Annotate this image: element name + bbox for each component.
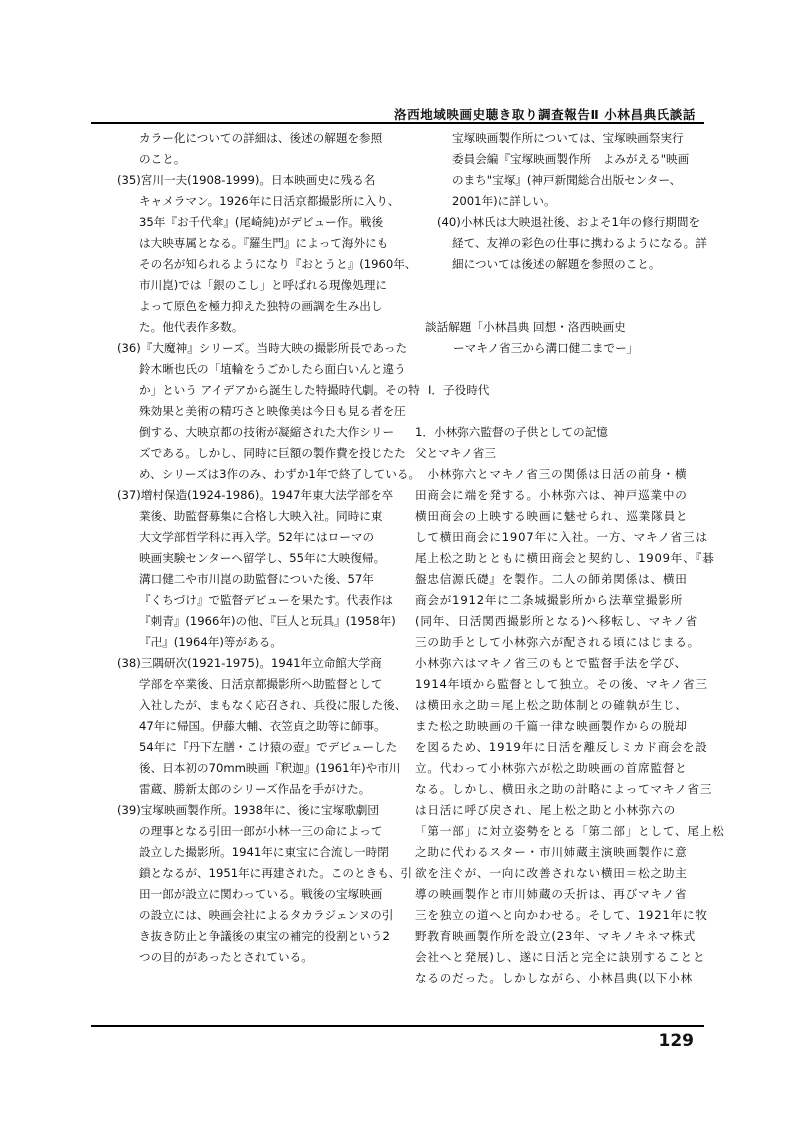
note-line: 田一郎が設立に関わっている。戦後の宝塚映画 <box>139 887 383 901</box>
note-line: 学部を卒業後、日活京都撮影所へ助監督として <box>139 677 383 691</box>
body-line: 商会が1912年に二条城撮影所から法華堂撮影所 <box>415 593 684 607</box>
note-line: 『くちづけ』で監督デビューを果たす。代表作は <box>139 593 394 607</box>
note-35: (35)宮川一夫(1908-1999)。日本映画史に残る名 <box>117 173 376 187</box>
body-line: また松之助映画の千篇一律な映画製作からの脱却 <box>415 719 688 733</box>
note-line: 映画実験センターへ留学し、55年に大映復帰。 <box>139 551 386 565</box>
body-line: を図るため、1919年に日活を離反しミカド商会を設 <box>415 740 708 754</box>
note-line: 殊効果と美術の精巧さと映像美は今日も見る者を圧 <box>139 404 406 418</box>
spacer <box>415 275 705 296</box>
note-line: のまち"宝塚』(神戸新聞総合出版センター、 <box>452 173 682 187</box>
body-line: 小林弥六とマキノ省三の関係は日活の前身・横 <box>415 467 688 481</box>
spacer <box>415 359 705 380</box>
note-line: カラー化についての詳細は、後述の解題を参照 <box>139 131 383 145</box>
body-line: 尾上松之助とともに横田商会と契約し、1909年、『碁 <box>415 551 715 565</box>
spacer <box>415 401 705 422</box>
note-38: (38)三隅研次(1921-1975)。1941年立命館大学商 <box>117 656 382 670</box>
section-subtitle: ーマキノ省三から溝口健二までー」 <box>453 341 639 355</box>
body-line: 欲を注ぐが、一向に改善されない横田＝松之助主 <box>415 866 688 880</box>
body-line: 横田商会の上映する映画に魅せられ、巡業隊員と <box>415 509 689 523</box>
body-line: 導の映画製作と市川姉蔵の夭折は、再びマキノ省 <box>415 887 688 901</box>
note-line: 市川崑)では「銀のこし」と呼ばれる現像処理に <box>139 278 387 292</box>
note-39: (39)宝塚映画製作所。1938年に、後に宝塚歌劇団 <box>117 803 379 817</box>
note-line: 後、日本初の70mm映画『釈迦』(1961年)や市川 <box>139 761 401 775</box>
note-36: (36)『大魔神』シリーズ。当時大映の撮影所長であった <box>117 341 408 355</box>
note-line: の設立には、映画会社によるタカラジェンヌの引 <box>139 908 394 922</box>
note-line: 2001年)に詳しい。 <box>452 194 556 208</box>
note-line: た。他代表作多数。 <box>139 320 244 334</box>
note-line: つの目的があったとされている。 <box>139 950 313 964</box>
subsection-heading: 1．小林弥六監督の子供としての記憶 <box>415 425 608 439</box>
note-line: 鎖となるが、1951年に再建された。このときも、引 <box>139 866 412 880</box>
part-heading: Ⅰ．子役時代 <box>428 383 490 397</box>
note-line: か」という アイデアから誕生した特撮時代劇。その特 <box>139 383 420 397</box>
note-line: 大文学部哲学科に再入学。52年にはローマの <box>139 530 375 544</box>
header-rule <box>91 122 704 124</box>
body-line: は横田永之助＝尾上松之助体制との確執が生じ、 <box>415 698 688 712</box>
body-line: 1914年頃から監督として独立。その後、マキノ省三 <box>415 677 708 691</box>
note-line: 細については後述の解題を参照のこと。 <box>452 257 661 271</box>
note-line: 入社したが、まもなく応召され、兵役に服した後、 <box>139 698 407 712</box>
right-column <box>415 128 725 989</box>
body-paragraph <box>415 464 725 989</box>
note-line: 47年に帰国。伊藤大輔、衣笠貞之助等に師事。 <box>139 719 386 733</box>
note-line: は大映専属となる。『羅生門』によって海外にも <box>139 236 389 250</box>
note-line: 54年に『丹下左膳・こけ猿の壺』でデビューした <box>139 740 398 754</box>
note-line: 『卍』(1964年)等がある。 <box>139 635 282 649</box>
note-line: き抜き防止と争議後の東宝の補完的役割という2 <box>139 929 390 943</box>
note-line: キャメラマン。1926年に日活京都撮影所に入り、 <box>139 194 400 208</box>
subsection-heading: 父とマキノ省三 <box>415 446 496 460</box>
note-line: 設立した撮影所。1941年に東宝に合流し一時閉 <box>139 845 389 859</box>
note-line: 倒する、大映京都の技術が凝縮された大作シリー <box>139 425 395 439</box>
running-header-title: 洛西地域映画史聴き取り調査報告Ⅱ 小林昌典氏談話 <box>394 107 696 122</box>
footer-rule <box>91 1025 704 1027</box>
note-line: め、シリーズは3作のみ、わずか1年で終了している。 <box>139 467 421 481</box>
note-line: 鈴木晰也氏の「埴輪をうごかしたら面白いんと違う <box>139 362 406 376</box>
body-line: 小林弥六はマキノ省三のもとで監督手法を学び、 <box>415 656 687 670</box>
note-line: ズである。しかし、同時に巨額の製作費を投じたた <box>139 446 406 460</box>
body-line: 田商会に端を発する。小林弥六は、神戸巡業中の <box>415 488 688 502</box>
body-line: して横田商会に1907年に入社。一方、マキノ省三は <box>415 530 708 544</box>
note-line: その名が知られるようになり『おとうと』(1960年、 <box>139 257 417 271</box>
note-line: のこと。 <box>139 152 186 166</box>
body-line: (同年、日活関西撮影所となる)へ移転し、マキノ省 <box>415 614 699 628</box>
note-line: 業後、助監督募集に合格し大映入社。同時に東 <box>139 509 383 523</box>
body-line: 盤忠信源氏礎』を製作。二人の師弟関係は、横田 <box>415 572 688 586</box>
body-line: 三の助手として小林弥六が配される頃にはじまる。 <box>415 635 701 649</box>
note-line: よって原色を極力抑えた独特の画調を生み出し <box>139 299 383 313</box>
page-number: 129 <box>658 1031 694 1051</box>
body-line: 三を独立の道へと向かわせる。そして、1921年に牧 <box>415 908 708 922</box>
body-line: 野教育映画製作所を設立(23年、マキノキネマ株式 <box>415 929 697 943</box>
note-line: 35年『お千代傘』(尾崎純)がデビュー作。戦後 <box>139 215 384 229</box>
body-line: 「第一部」に対立姿勢をとる「第二部」として、尾上松 <box>415 824 725 838</box>
section-title: 談話解題「小林昌典 回想・洛西映画史 <box>425 320 626 334</box>
note-line: 溝口健二や市川崑の助監督についた後、57年 <box>139 572 374 586</box>
body-line: なるのだった。しかしながら、小林昌典(以下小林 <box>415 971 693 985</box>
body-line: 立。代わって小林弥六が松之助映画の首席監督と <box>415 761 688 775</box>
note-line: 『刺青』(1966年)の他、『巨人と玩具』(1958年) <box>139 614 396 628</box>
note-line: 経て、友禅の彩色の仕事に携わるようになる。詳 <box>452 236 707 250</box>
spacer <box>415 296 705 317</box>
left-column-notes <box>117 128 421 968</box>
body-line: 会社へと発展)し、遂に日活と完全に訣別することと <box>415 950 706 964</box>
note-37: (37)増村保造(1924-1986)。1947年東大法学部を卒 <box>117 488 394 502</box>
body-line: は日活に呼び戻され、尾上松之助と小林弥六の <box>415 803 676 817</box>
note-line: 雷蔵、勝新太郎のシリーズ作品を手がけた。 <box>139 782 371 796</box>
note-line: 委員会編『宝塚映画製作所 よみがえる"映画 <box>452 152 690 166</box>
note-line: 宝塚映画製作所については、宝塚映画祭実行 <box>452 131 684 145</box>
body-line: 之助に代わるスター・市川姉蔵主演映画製作に意 <box>415 845 688 859</box>
body-line: なる。しかし、横田永之助の計略によってマキノ省三 <box>415 782 713 796</box>
note-line: の理事となる引田一郎が小林一三の命によって <box>139 824 383 838</box>
note-40: (40)小林氏は大映退社後、およそ1年の修行期間を <box>437 215 701 229</box>
